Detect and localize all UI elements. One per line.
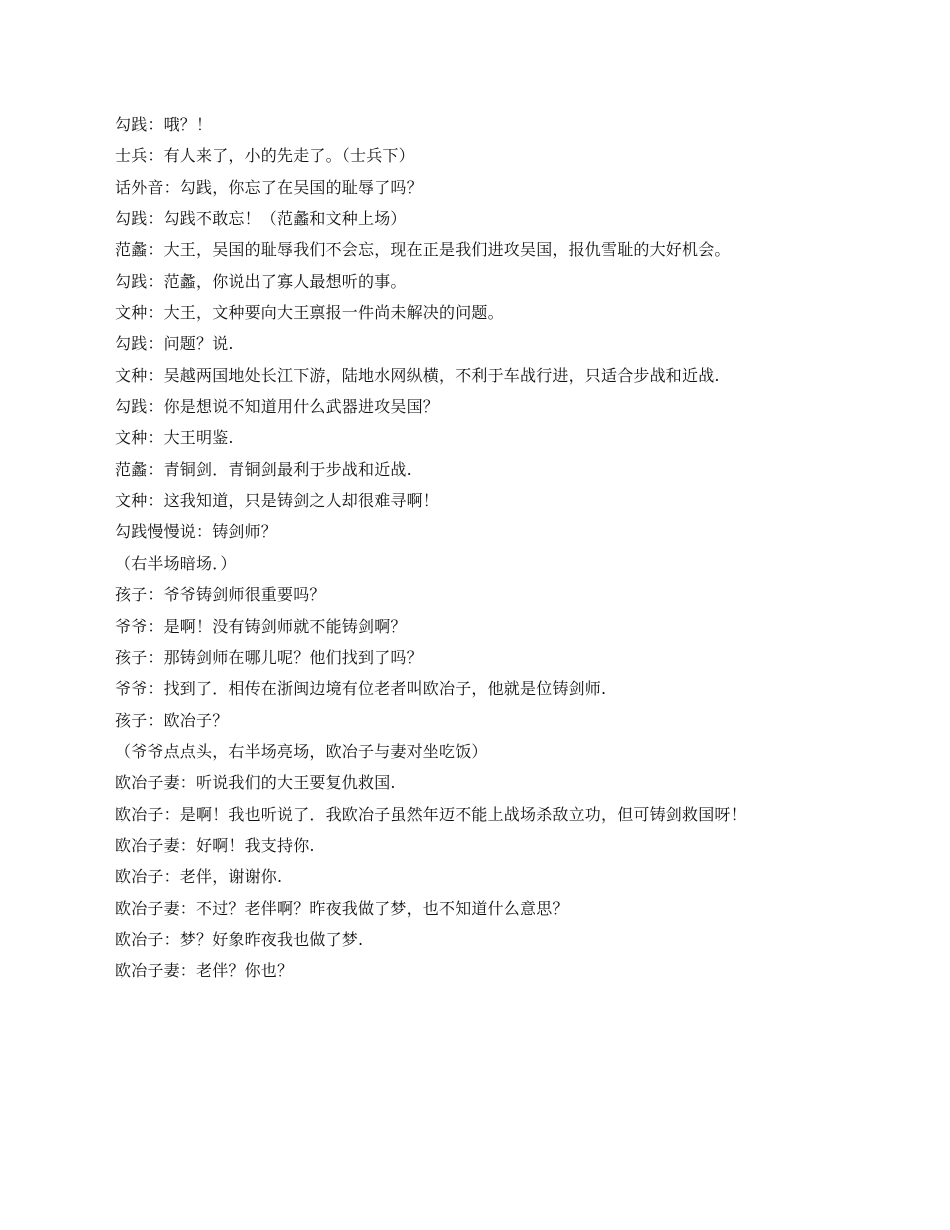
dialogue-line: 孩子：爷爷铸剑师很重要吗？ xyxy=(115,585,326,605)
dialogue-line: 范蠡：青铜剑．青铜剑最利于步战和近战. xyxy=(115,459,412,479)
dialogue-line: 勾践慢慢说：铸剑师？ xyxy=(115,522,278,542)
dialogue-line: 欧冶子：老伴，谢谢你. xyxy=(115,867,283,887)
dialogue-line: 文种：大王，文种要向大王禀报一件尚未解决的问题。 xyxy=(115,303,504,323)
dialogue-line: 话外音：勾践，你忘了在吴国的耻辱了吗？ xyxy=(115,177,423,197)
dialogue-line: 士兵：有人来了，小的先走了。（士兵下） xyxy=(115,146,415,166)
script-text xyxy=(115,109,875,987)
dialogue-line: 勾践：问题？说. xyxy=(115,334,234,354)
dialogue-line: 文种：吴越两国地处长江下游，陆地水网纵横，不利于车战行进，只适合步战和近战. xyxy=(115,365,720,385)
stage-direction: （爷爷点点头，右半场亮场，欧冶子与妻对坐吃饭） xyxy=(115,741,488,761)
dialogue-line: 欧冶子妻：听说我们的大王要复仇救国. xyxy=(115,773,396,793)
dialogue-line: 文种：这我知道，只是铸剑之人却很难寻啊！ xyxy=(115,491,440,511)
dialogue-line: 孩子：欧冶子？ xyxy=(115,710,229,730)
dialogue-line: 爷爷：找到了．相传在浙闽边境有位老者叫欧冶子，他就是位铸剑师. xyxy=(115,679,607,699)
dialogue-line: 欧冶子妻：好啊！我支持你. xyxy=(115,835,315,855)
dialogue-line: 欧冶子妻：老伴？你也？ xyxy=(115,961,294,981)
dialogue-line: 文种：大王明鉴. xyxy=(115,428,234,448)
dialogue-line: 范蠡：大王，吴国的耻辱我们不会忘，现在正是我们进攻吴国，报仇雪耻的大好机会。 xyxy=(115,240,731,260)
dialogue-line: 勾践：范蠡，你说出了寡人最想听的事。 xyxy=(115,271,407,291)
dialogue-line: 欧冶子：梦？好象昨夜我也做了梦. xyxy=(115,929,364,949)
dialogue-line: 勾践：哦？！ xyxy=(115,115,213,134)
dialogue-line: 欧冶子：是啊！我也听说了．我欧冶子虽然年迈不能上战场杀敌立功，但可铸剑救国呀！ xyxy=(115,804,747,824)
dialogue-line: 勾践：你是想说不知道用什么武器进攻吴国？ xyxy=(115,397,440,417)
dialogue-line: 欧冶子妻：不过？老伴啊？昨夜我做了梦，也不知道什么意思？ xyxy=(115,898,569,918)
stage-direction: （右半场暗场．） xyxy=(115,553,237,573)
dialogue-line: 爷爷：是啊！没有铸剑师就不能铸剑啊？ xyxy=(115,616,407,636)
dialogue-line: 勾践：勾践不敢忘！（范蠡和文种上场） xyxy=(115,209,407,229)
dialogue-line: 孩子：那铸剑师在哪儿呢？他们找到了吗？ xyxy=(115,647,423,667)
